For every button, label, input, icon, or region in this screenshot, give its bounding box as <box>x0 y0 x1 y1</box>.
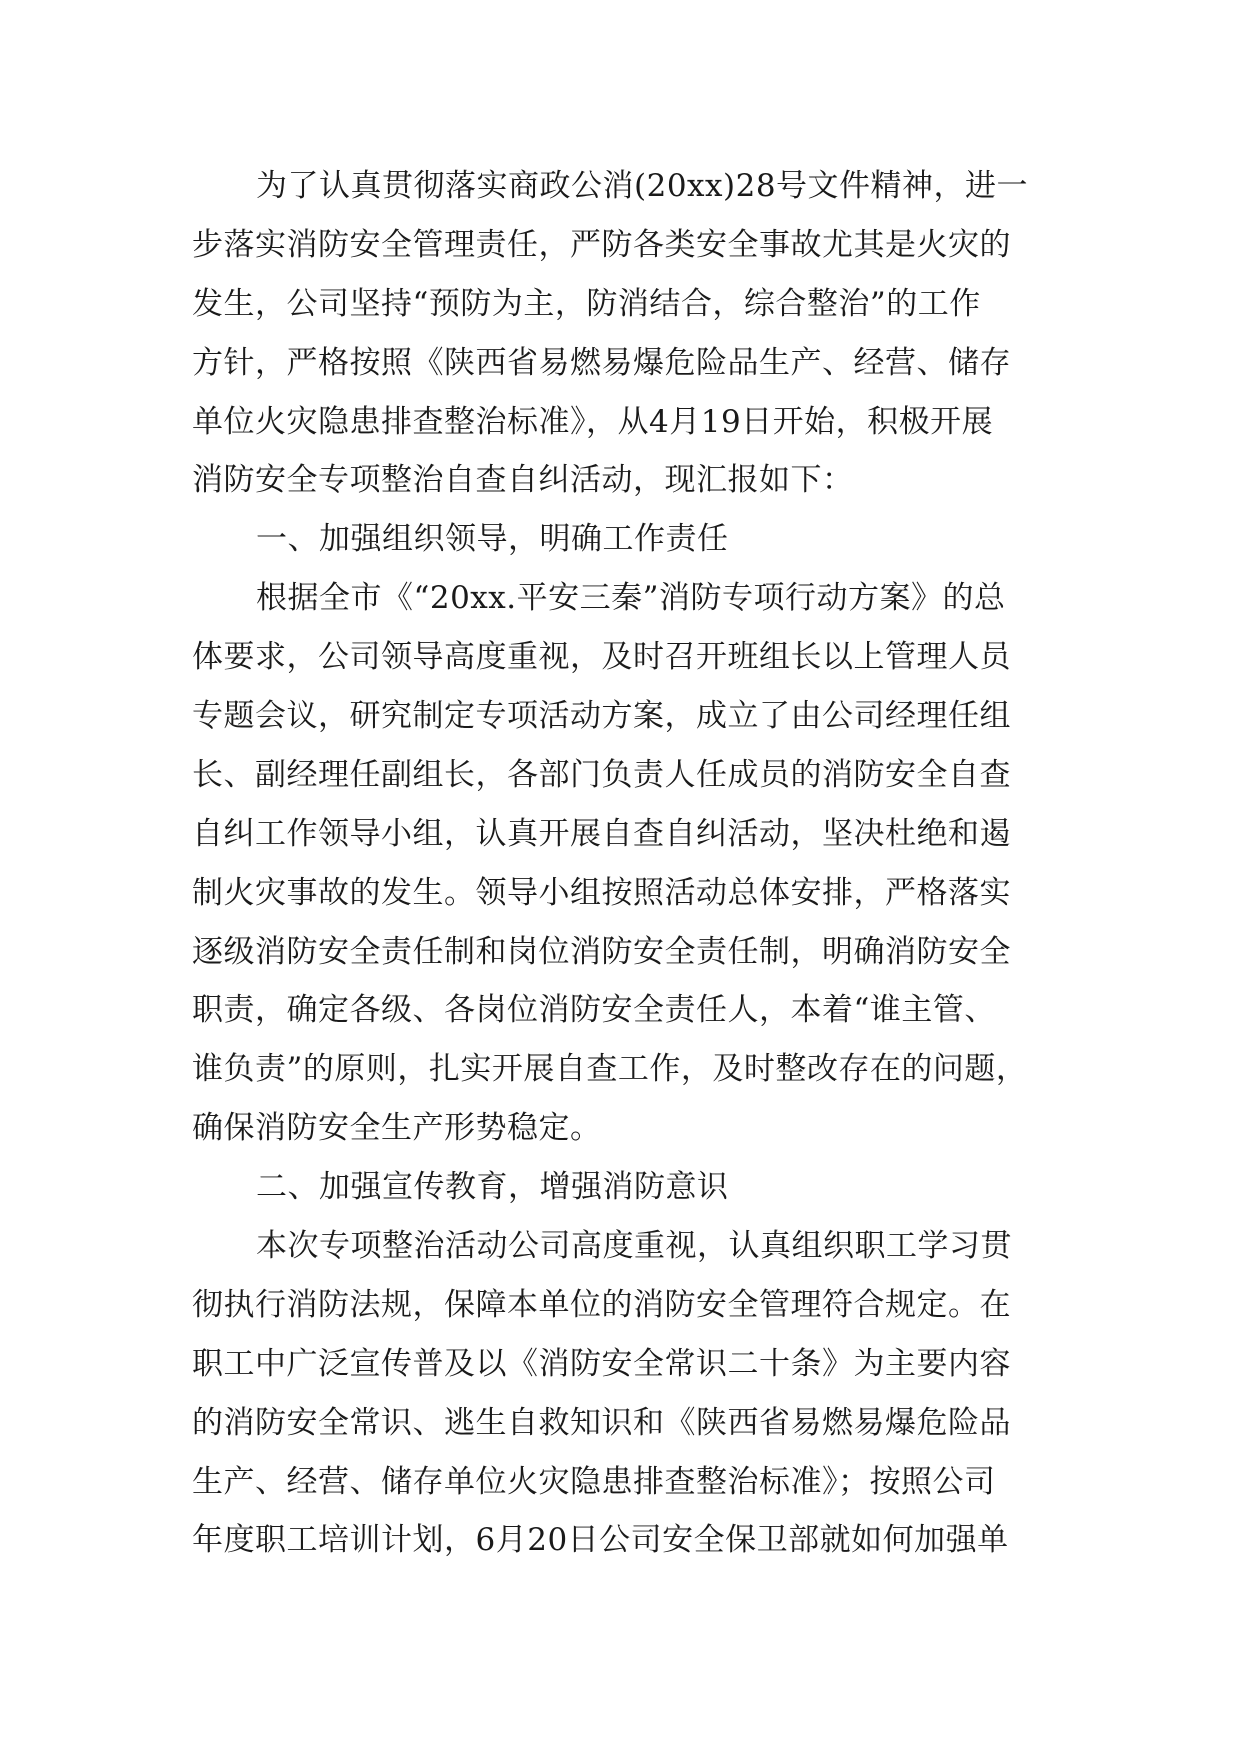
section-heading-2 <box>192 1158 1092 1217</box>
text-line: 步落实消防安全管理责任，严防各类安全事故尤其是火灾的 <box>192 226 1011 263</box>
text-line: 制火灾事故的发生。领导小组按照活动总体安排，严格落实 <box>192 874 1011 911</box>
text-line: 体要求，公司领导高度重视，及时召开班组长以上管理人员 <box>192 639 1011 676</box>
paragraph-section-2 <box>192 1217 1092 1570</box>
text-line: 彻执行消防法规，保障本单位的消防安全管理符合规定。在 <box>192 1286 1011 1323</box>
text-line: 自纠工作领导小组，认真开展自查自纠活动，坚决杜绝和遏 <box>192 815 1011 852</box>
text-line: 职工中广泛宣传普及以《消防安全常识二十条》为主要内容 <box>192 1345 1011 1382</box>
heading-line: 一、加强组织领导，明确工作责任 <box>256 521 729 558</box>
text-line: 生产、经营、储存单位火灾隐患排查整治标准》；按照公司 <box>192 1463 996 1500</box>
text-line: 长、副经理任副组长，各部门负责人任成员的消防安全自查 <box>192 756 1011 793</box>
text-line: 单位火灾隐患排查整治标准》，从4月19日开始，积极开展 <box>192 403 994 440</box>
text-line: 确保消防安全生产形势稳定。 <box>192 1110 602 1147</box>
text-line: 为了认真贯彻落实商政公消(20xx)28号文件精神，进一 <box>256 168 1029 204</box>
paragraph-section-1 <box>192 569 1092 1158</box>
text-line: 职责，确定各级、各岗位消防安全责任人，本着“谁主管、 <box>192 992 996 1029</box>
text-line: 方针，严格按照《陕西省易燃易爆危险品生产、经营、储存 <box>192 344 1011 381</box>
text-line: 本次专项整治活动公司高度重视，认真组织职工学习贯 <box>256 1228 1012 1265</box>
text-line: 发生，公司坚持“预防为主，防消结合，综合整治”的工作 <box>192 285 981 322</box>
text-line: 消防安全专项整治自查自纠活动，现汇报如下： <box>192 462 854 499</box>
text-line: 谁负责”的原则，扎实开展自查工作，及时整改存在的问题， <box>192 1051 1028 1088</box>
section-heading-1 <box>192 510 1092 569</box>
text-line: 年度职工培训计划，6月20日公司安全保卫部就如何加强单 <box>192 1522 1009 1559</box>
text-line: 的消防安全常识、逃生自救知识和《陕西省易燃易爆危险品 <box>192 1404 1011 1441</box>
document-body <box>192 157 1092 1570</box>
heading-line: 二、加强宣传教育，增强消防意识 <box>256 1169 729 1206</box>
paragraph-intro <box>192 157 1092 510</box>
text-line: 逐级消防安全责任制和岗位消防安全责任制，明确消防安全 <box>192 933 1011 970</box>
text-line: 专题会议，研究制定专项活动方案，成立了由公司经理任组 <box>192 698 1011 735</box>
text-line: 根据全市《“20xx.平安三秦”消防专项行动方案》的总 <box>256 580 1006 617</box>
